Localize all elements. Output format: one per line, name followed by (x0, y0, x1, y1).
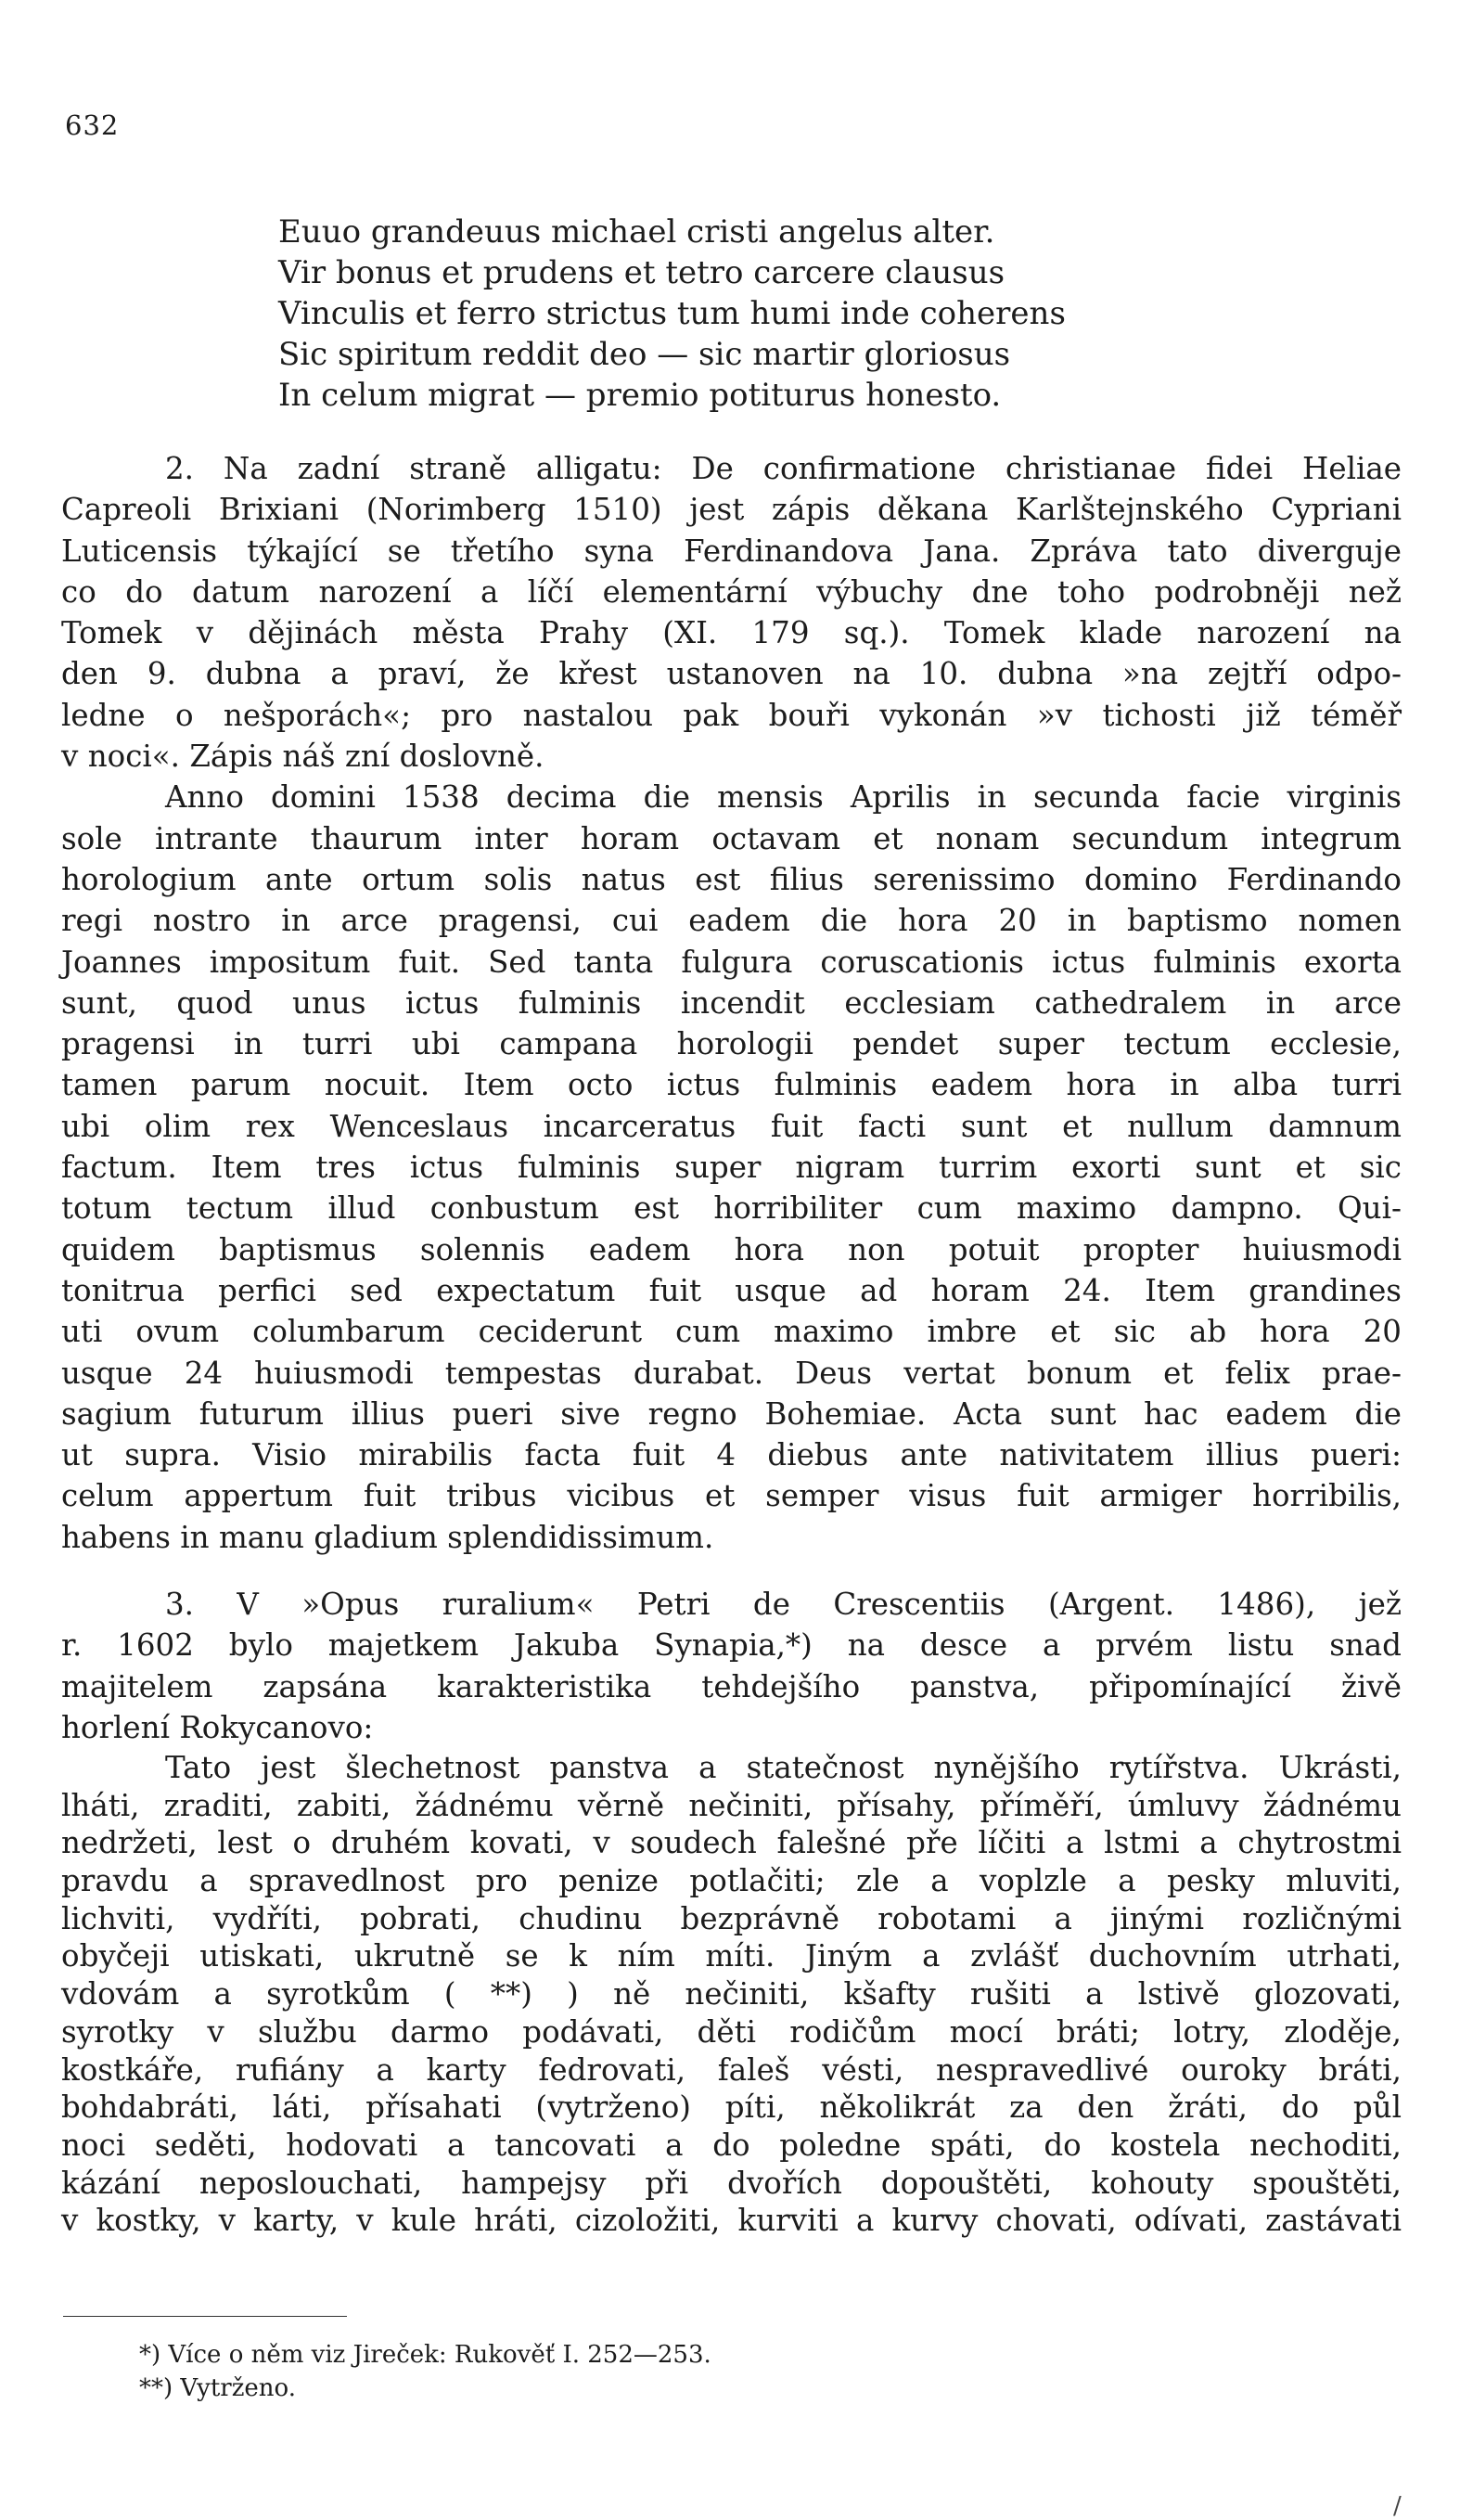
text-line: Anno domini 1538 decima die mensis Aprilis in secunda facie virginis (165, 779, 1402, 816)
footnote-divider (63, 2316, 347, 2317)
text-line: nedržeti, lest o druhém kovati, v soudech falešné pře líčiti a lstmi a chytrostmi (61, 1825, 1402, 1861)
footnote: *) Více o něm viz Jireček: Rukověť I. 252—253. (139, 2341, 711, 2369)
text-line: pragensi in turri ubi campana horologii pendet super tectum ecclesie, (61, 1026, 1402, 1062)
text-line: ledne o nešporách«; pro nastalou pak bouři vykonán »v tichosti již téměř (61, 697, 1402, 733)
text-line: regi nostro in arce pragensi, cui eadem die hora 20 in baptismo nomen (61, 903, 1402, 939)
text-line: lichviti, vydříti, pobrati, chudinu bezprávně robotami a jinými rozličnými (61, 1900, 1402, 1936)
text-line: vdovám a syrotkům ( **) ) ně nečiniti, kšafty rušiti a lstivě glozovati, (61, 1976, 1402, 2012)
text-line: sagium futurum illius pueri sive regno Bohemiae. Acta sunt hac eadem die (61, 1395, 1402, 1432)
section-3 (61, 1584, 1402, 1748)
text-line: uti ovum columbarum ceciderunt cum maximo imbre et sic ab hora 20 (61, 1314, 1402, 1350)
text-line: majitelem zapsána karakteristika tehdejšího panstva, připomínající živě (61, 1668, 1402, 1704)
text-line: sole intrante thaurum inter horam octavam et nonam secundum integrum (61, 820, 1402, 856)
footnote: **) Vytrženo. (139, 2374, 296, 2402)
text-line: v noci«. Zápis náš zní doslovně. (61, 739, 544, 775)
text-line: obyčeji utiskati, ukrutně se k ním míti. Jiným a zvlášť duchovním utrhati, (61, 1938, 1402, 1974)
czech-quotation (61, 1749, 1402, 2240)
text-line: 2. Na zadní straně alligatu: De confirmatione christianae fidei Heliae (165, 451, 1402, 486)
text-line: Tomek v dějinách města Prahy (XI. 179 sq.). Tomek klade narození na (61, 615, 1402, 651)
poem-line: In celum migrat — premio potiturus honesto. (278, 377, 1002, 414)
text-line: factum. Item tres ictus fulminis super nigram turrim exorti sunt et sic (61, 1150, 1402, 1186)
text-line: lháti, zraditi, zabiti, žádnému věrně nečiniti, přísahy, příměří, úmluvy žádnému (61, 1787, 1402, 1823)
corner-mark: / (1393, 2492, 1402, 2520)
poem-line: Vinculis et ferro strictus tum humi inde coherens (278, 295, 1066, 332)
text-line: ubi olim rex Wenceslaus incarceratus fuit facti sunt et nullum damnum (61, 1108, 1402, 1144)
text-line: horlení Rokycanovo: (61, 1709, 374, 1745)
text-line: noci seděti, hodovati a tancovati a do poledne spáti, do kostela nechoditi, (61, 2127, 1402, 2163)
text-line: tonitrua perfici sed expectatum fuit usque ad horam 24. Item grandines (61, 1272, 1402, 1308)
text-line: Luticensis týkající se třetího syna Ferdinandova Jana. Zpráva tato diverguje (61, 533, 1402, 569)
text-line: pravdu a spravedlnost pro penize potlačiti; zle a voplzle a pesky mluviti, (61, 1863, 1402, 1899)
text-line: totum tectum illud conbustum est horribiliter cum maximo dampno. Qui- (61, 1190, 1402, 1227)
poem-line: Vir bonus et prudens et tetro carcere clausus (278, 254, 1005, 291)
footnotes (139, 2338, 711, 2405)
text-line: ut supra. Visio mirabilis facta fuit 4 diebus ante nativitatem illius pueri: (61, 1437, 1402, 1473)
text-line: habens in manu gladium splendidissimum. (61, 1519, 714, 1555)
poem-line: Sic spiritum reddit deo — sic martir gloriosus (278, 336, 1011, 373)
latin-poem (278, 212, 1066, 416)
text-line: kázání neposlouchati, hampejsy při dvořích dopouštěti, kohouty spouštěti, (61, 2165, 1402, 2201)
text-line: tamen parum nocuit. Item octo ictus fulminis eadem hora in alba turri (61, 1067, 1402, 1103)
text-line: co do datum narození a líčí elementární výbuchy dne toho podrobněji než (61, 573, 1402, 610)
text-line: sunt, quod unus ictus fulminis incendit ecclesiam cathedralem in arce (61, 984, 1402, 1021)
text-line: v kostky, v karty, v kule hráti, cizoložiti, kurviti a kurvy chovati, odívati, zastávati (61, 2203, 1402, 2239)
section-2 (61, 448, 1402, 1558)
text-line: Tato jest šlechetnost panstva a statečnost nynějšího rytířstva. Ukrásti, (165, 1750, 1402, 1785)
text-line: horologium ante ortum solis natus est filius serenissimo domino Ferdinando (61, 861, 1402, 897)
text-line: r. 1602 bylo majetkem Jakuba Synapia,*) na desce a prvém listu snad (61, 1627, 1402, 1664)
text-line: usque 24 huiusmodi tempestas durabat. Deus vertat bonum et felix prae- (61, 1355, 1402, 1391)
text-line: celum appertum fuit tribus vicibus et semper visus fuit armiger horribilis, (61, 1478, 1402, 1514)
text-line: kostkáře, rufiány a karty fedrovati, faleš vésti, nespravedlivé ouroky bráti, (61, 2051, 1402, 2088)
page-number: 632 (65, 109, 120, 141)
text-line: bohdabráti, láti, přísahati (vytrženo) píti, několikrát za den žráti, do půl (61, 2089, 1402, 2126)
text-line: Capreoli Brixiani (Norimberg 1510) jest zápis děkana Karlštejnského Cypriani (61, 492, 1402, 528)
poem-line: Euuo grandeuus michael cristi angelus alter. (278, 213, 995, 251)
text-line: den 9. dubna a praví, že křest ustanoven na 10. dubna »na zejtří odpo- (61, 656, 1402, 692)
text-line: syrotky v službu darmo podávati, děti rodičům mocí bráti; lotry, zloděje, (61, 2013, 1402, 2050)
text-line: quidem baptismus solennis eadem hora non potuit propter huiusmodi (61, 1231, 1402, 1267)
text-line: 3. V »Opus ruralium« Petri de Crescentiis (Argent. 1486), jež (165, 1587, 1402, 1622)
text-line: Joannes impositum fuit. Sed tanta fulgura coruscationis ictus fulminis exorta (61, 944, 1402, 980)
